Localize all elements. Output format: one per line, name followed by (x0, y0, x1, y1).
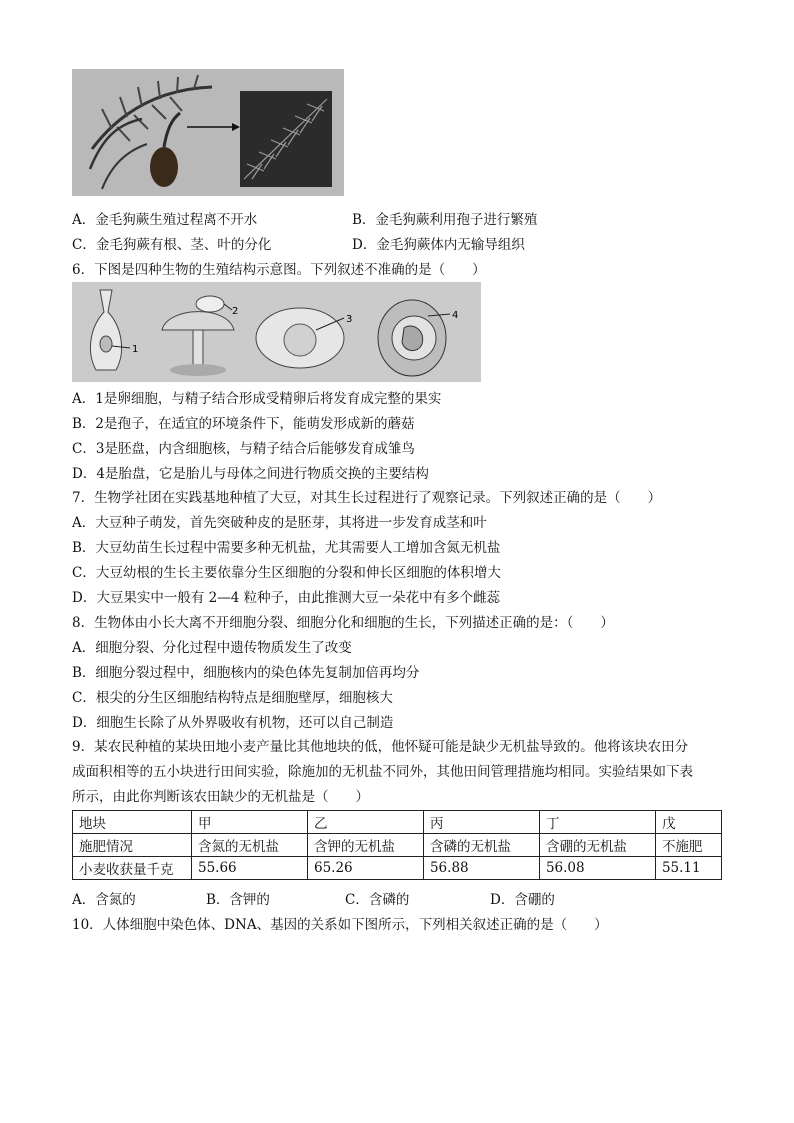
reproductive-structures-illustration (72, 282, 481, 382)
table-cell: 含氮的无机盐 (192, 834, 308, 857)
table-cell: 含硼的无机盐 (539, 834, 655, 857)
table-cell: 56.08 (539, 857, 655, 880)
q10-stem: 10．人体细胞中染色体、DNA、基因的关系如下图所示，下列相关叙述正确的是（ ） (72, 917, 608, 933)
q7-option-b: B．大豆幼苗生长过程中需要多种无机盐，尤其需要人工增加含氮无机盐 (72, 540, 501, 556)
q5-option-a: A．金毛狗蕨生殖过程离不开水 (72, 212, 258, 228)
q5-option-d: D．金毛狗蕨体内无输导组织 (352, 237, 525, 253)
figure-label-2: 2 (232, 306, 239, 317)
q6-option-c: C．3是胚盘，内含细胞核，与精子结合后能够发育成雏鸟 (72, 441, 415, 457)
table-cell: 丁 (539, 811, 655, 834)
table-cell: 55.11 (655, 857, 721, 880)
q7-option-a: A．大豆种子萌发，首先突破种皮的是胚芽，其将进一步发育成茎和叶 (72, 515, 487, 531)
table-row (73, 811, 722, 834)
fertilizer-yield-table (72, 810, 722, 880)
table-cell: 甲 (192, 811, 308, 834)
table-cell: 不施肥 (655, 834, 721, 857)
table-cell: 65.26 (307, 857, 423, 880)
q6-option-a: A．1是卵细胞，与精子结合形成受精卵后将发育成完整的果实 (72, 391, 442, 407)
q8-option-b: B．细胞分裂过程中，细胞核内的染色体先复制加倍再均分 (72, 665, 420, 681)
table-cell: 乙 (307, 811, 423, 834)
table-cell: 戊 (655, 811, 721, 834)
q9-stem-line-1: 9．某农民种植的某块田地小麦产量比其他地块的低，他怀疑可能是缺少无机盐导致的。他将该块农田分 (72, 739, 689, 755)
figure-label-1: 1 (132, 344, 139, 355)
q6-option-d: D．4是胎盘，它是胎儿与母体之间进行物质交换的主要结构 (72, 466, 429, 482)
figure-label-3: 3 (346, 314, 353, 325)
q6-option-b: B．2是孢子，在适宜的环境条件下，能萌发形成新的蘑菇 (72, 416, 415, 432)
q9-stem-line-3: 所示，由此你判断该农田缺少的无机盐是（ ） (72, 789, 369, 805)
table-row (73, 834, 722, 857)
table-cell: 小麦收获量千克 (73, 857, 192, 880)
fern-illustration (72, 69, 344, 196)
q9-option-a: A．含氮的 (72, 892, 136, 908)
table-cell: 含钾的无机盐 (307, 834, 423, 857)
q7-option-d: D．大豆果实中一般有 2—4 粒种子，由此推测大豆一朵花中有多个雌蕊 (72, 590, 501, 606)
q8-stem: 8．生物体由小长大离不开细胞分裂、细胞分化和细胞的生长，下列描述正确的是：（ ） (72, 615, 614, 631)
q8-option-d: D．细胞生长除了从外界吸收有机物，还可以自己制造 (72, 715, 394, 731)
table-cell: 地块 (73, 811, 192, 834)
q7-stem: 7．生物学社团在实践基地种植了大豆，对其生长过程进行了观察记录。下列叙述正确的是（ ） (72, 490, 662, 506)
reproductive-structures-figure (72, 282, 481, 382)
table-cell: 55.66 (192, 857, 308, 880)
figure-label-4: 4 (452, 310, 459, 321)
q9-stem-line-2: 成面积相等的五小块进行田间实验，除施加的无机盐不同外，其他田间管理措施均相同。实验结果如下表 (72, 764, 693, 780)
table-cell: 56.88 (423, 857, 539, 880)
q8-option-a: A．细胞分裂、分化过程中遗传物质发生了改变 (72, 640, 352, 656)
q8-option-c: C．根尖的分生区细胞结构特点是细胞壁厚，细胞核大 (72, 690, 393, 706)
table-row (73, 857, 722, 880)
q6-stem: 6．下图是四种生物的生殖结构示意图。下列叙述不准确的是（ ） (72, 262, 486, 278)
table-cell: 丙 (423, 811, 539, 834)
q5-option-b: B．金毛狗蕨利用孢子进行繁殖 (352, 212, 538, 228)
q7-option-c: C．大豆幼根的生长主要依靠分生区细胞的分裂和伸长区细胞的体积增大 (72, 565, 501, 581)
q9-option-d: D．含硼的 (490, 892, 555, 908)
table-cell: 施肥情况 (73, 834, 192, 857)
q5-option-c: C．金毛狗蕨有根、茎、叶的分化 (72, 237, 272, 253)
fern-photo (72, 69, 344, 196)
table-cell: 含磷的无机盐 (423, 834, 539, 857)
q9-option-b: B．含钾的 (206, 892, 270, 908)
q9-option-c: C．含磷的 (345, 892, 410, 908)
